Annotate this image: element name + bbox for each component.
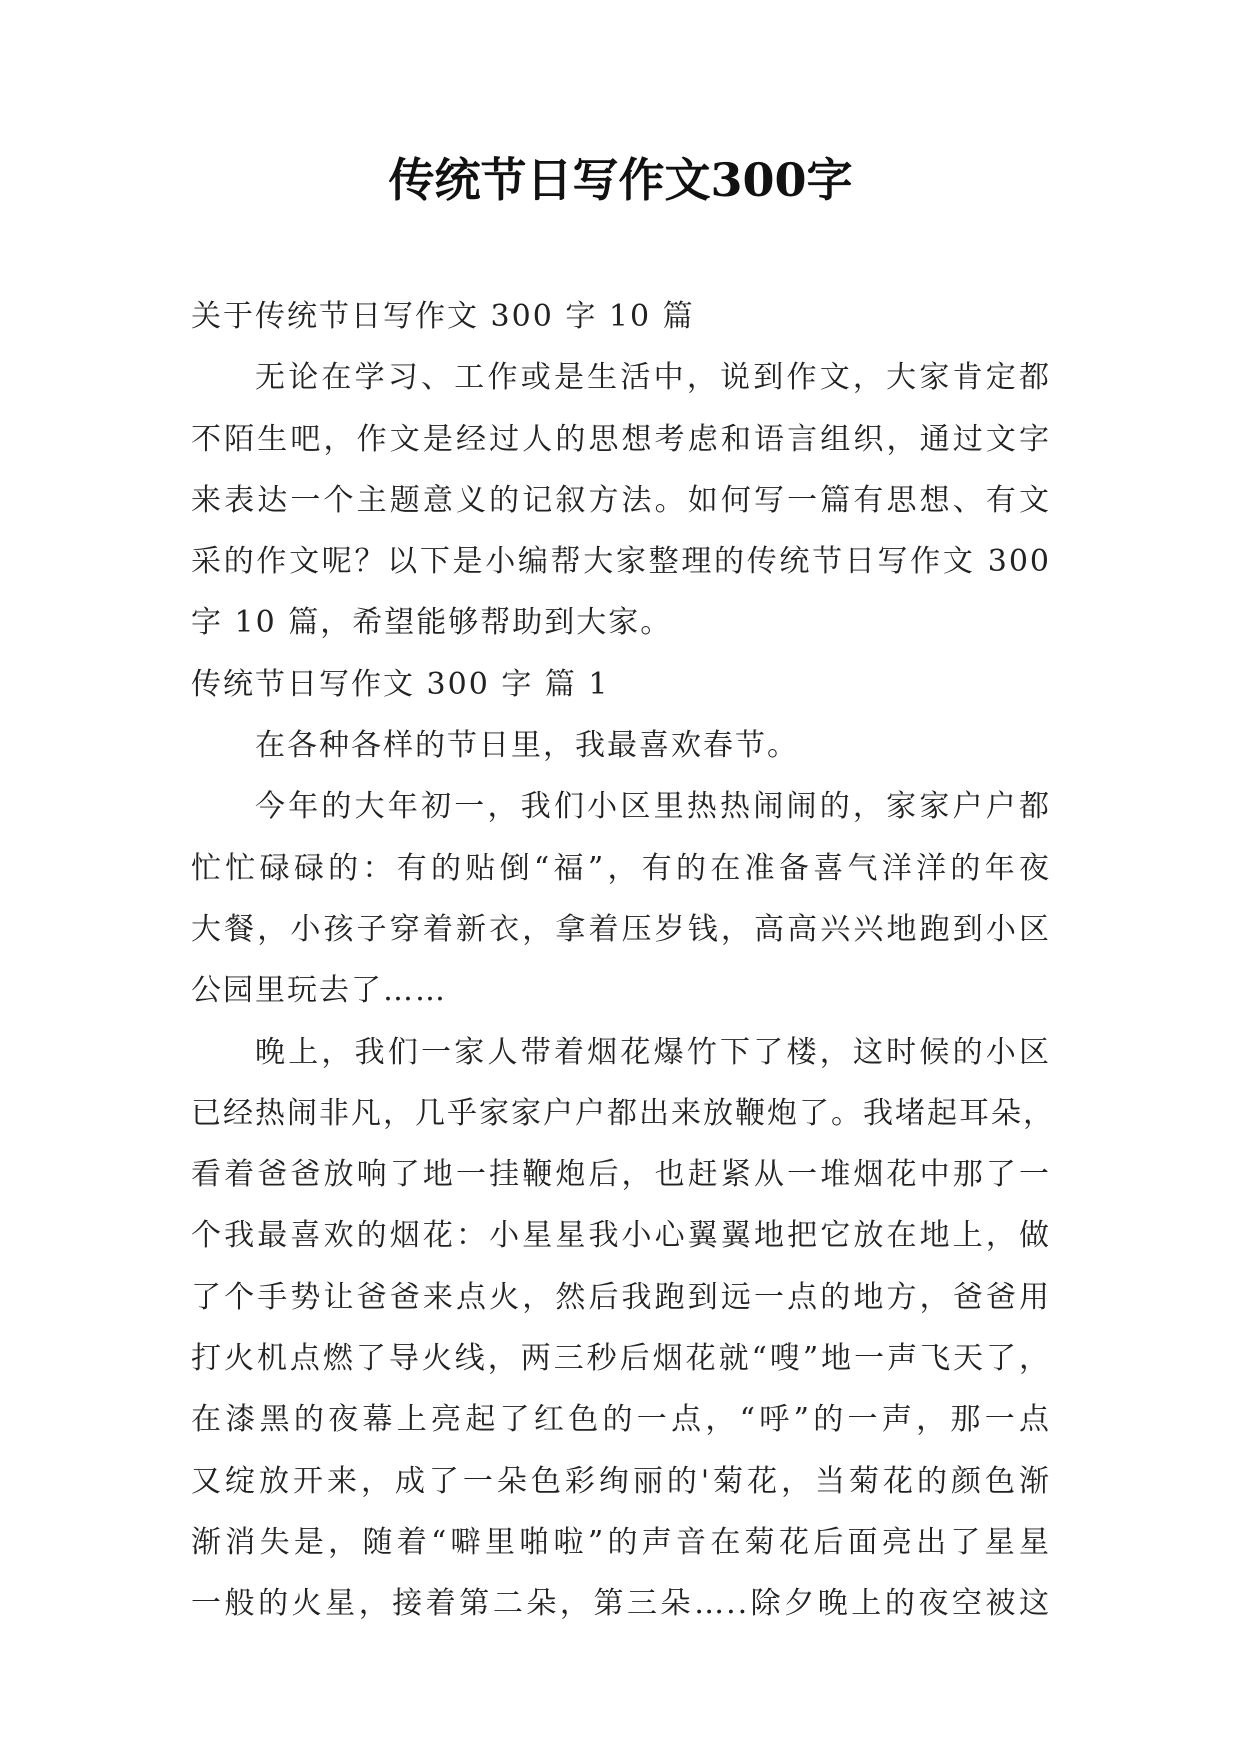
paragraph-line: 个我最喜欢的烟花：小星星我小心翼翼地把它放在地上，做	[191, 1218, 1051, 1254]
paragraph-line: 打火机点燃了导火线，两三秒后烟花就“嗖”地一声飞天了，	[191, 1341, 1051, 1377]
paragraph-line: 了个手势让爸爸来点火，然后我跑到远一点的地方，爸爸用	[191, 1279, 1051, 1315]
document-title: 传统节日写作文300字	[388, 153, 853, 207]
article-intro-heading: 关于传统节日写作文 300 字 10 篇	[191, 299, 695, 334]
paragraph-line: 采的作文呢？以下是小编帮大家整理的传统节日写作文 300	[191, 544, 1051, 580]
paragraph-line: 渐消失是，随着“噼里啪啦”的声音在菊花后面亮出了星星	[191, 1524, 1051, 1560]
paragraph-line: 在各种各样的节日里，我最喜欢春节。	[255, 728, 799, 764]
paragraph-line: 无论在学习、工作或是生活中，说到作文，大家肯定都	[255, 360, 1051, 396]
paragraph-line: 又绽放开来，成了一朵色彩绚丽的'菊花，当菊花的颜色渐	[191, 1463, 1051, 1499]
paragraph-line: 不陌生吧，作文是经过人的思想考虑和语言组织，通过文字	[191, 421, 1051, 457]
paragraph-line: 在漆黑的夜幕上亮起了红色的一点，“呼”的一声，那一点	[191, 1402, 1051, 1438]
paragraph-line: 字 10 篇，希望能够帮助到大家。	[191, 605, 673, 641]
paragraph-line: 公园里玩去了……	[191, 973, 447, 1009]
paragraph-line: 来表达一个主题意义的记叙方法。如何写一篇有思想、有文	[191, 482, 1051, 518]
section-heading: 传统节日写作文 300 字 篇 1	[191, 666, 610, 702]
paragraph-line: 忙忙碌碌的：有的贴倒“福”，有的在准备喜气洋洋的年夜	[191, 850, 1051, 886]
paragraph-line: 晚上，我们一家人带着烟花爆竹下了楼，这时候的小区	[255, 1034, 1051, 1070]
paragraph-line: 已经热闹非凡，几乎家家户户都出来放鞭炮了。我堵起耳朵，	[191, 1095, 1055, 1131]
paragraph-line: 看着爸爸放响了地一挂鞭炮后，也赶紧从一堆烟花中那了一	[191, 1157, 1051, 1193]
paragraph-line: 大餐，小孩子穿着新衣，拿着压岁钱，高高兴兴地跑到小区	[191, 911, 1051, 947]
document-body	[191, 286, 1055, 1635]
paragraph-line: 今年的大年初一，我们小区里热热闹闹的，家家户户都	[255, 789, 1051, 825]
paragraph-line: 一般的火星，接着第二朵，第三朵…..除夕晚上的夜空被这	[191, 1586, 1051, 1622]
